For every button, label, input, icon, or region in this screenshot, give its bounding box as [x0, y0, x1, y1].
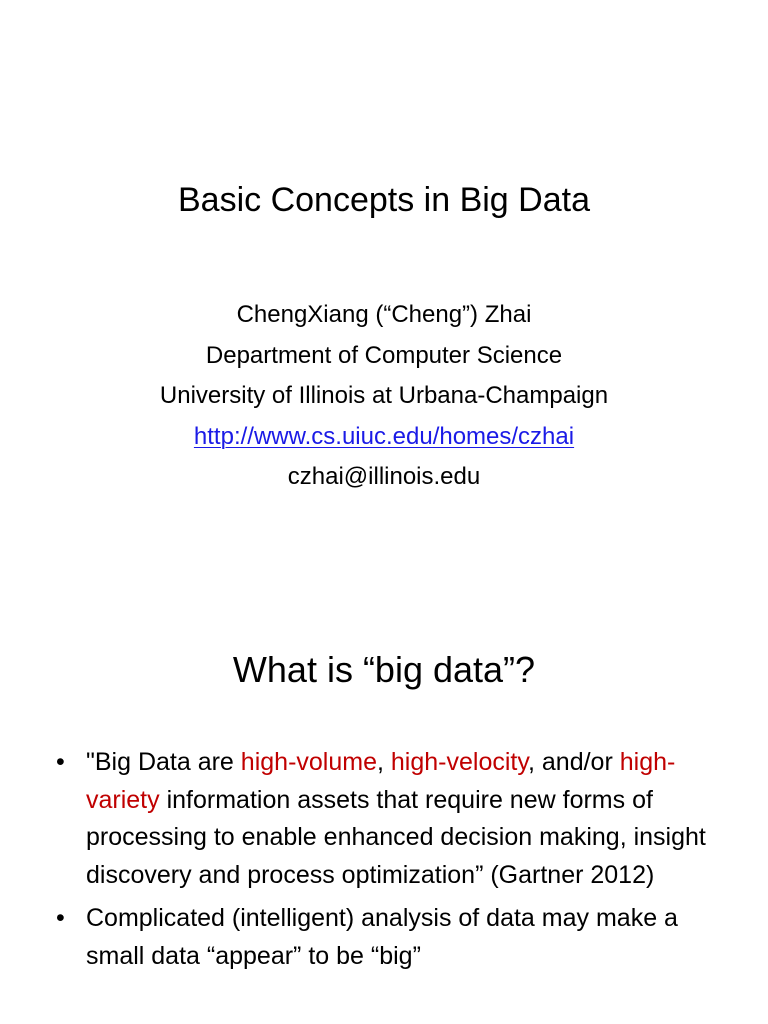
bullet-item-gartner-definition [56, 744, 736, 894]
highlight-high-velocity: high-velocity [390, 748, 528, 776]
bullet-icon: • [56, 904, 65, 932]
bullet-item-complicated-analysis [56, 900, 736, 975]
bullet-text: , [376, 748, 391, 776]
email: czhai@illinois.edu [287, 463, 481, 490]
slide-title-heading: Basic Concepts in Big Data [178, 181, 590, 219]
department: Department of Computer Science [205, 341, 563, 369]
author-info [0, 295, 768, 498]
bullet-text: information assets that require new forms of processing to enable enhanced decision making, insight discovery and process optimization” (Gartner 2012) [86, 785, 706, 889]
homepage-link[interactable]: http://www.cs.uiuc.edu/homes/czhai [193, 422, 575, 450]
slide-what-is-big-data [0, 576, 768, 1024]
bullet-text: , and/or [528, 748, 620, 776]
author-name: ChengXiang (“Cheng”) Zhai [236, 301, 532, 328]
bullet-icon: • [56, 748, 65, 776]
university: University of Illinois at Urbana-Champaign [159, 382, 609, 409]
bullet-list [56, 744, 736, 981]
highlight-high-variety: high-variety [86, 748, 676, 814]
bullet-text: Complicated (intelligent) analysis of data may make a small data “appear” to be “big” [86, 904, 678, 970]
slide-heading: What is “big data”? [232, 649, 536, 690]
bullet-text: "Big Data are [86, 748, 241, 776]
highlight-high-volume: high-volume [240, 748, 377, 776]
